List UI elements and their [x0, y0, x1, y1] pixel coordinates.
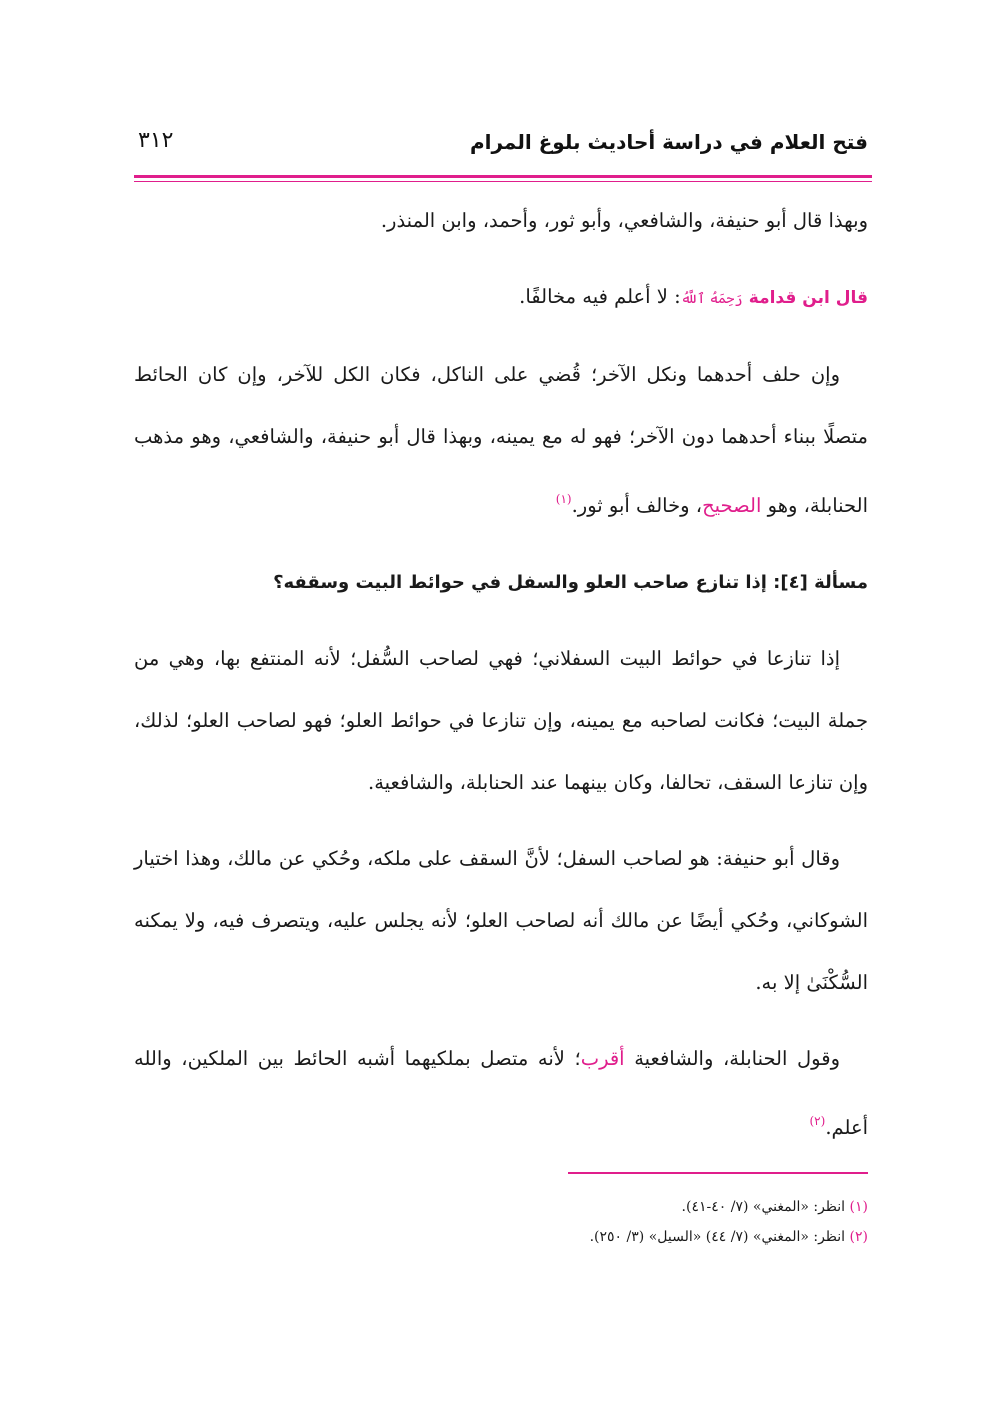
footnote-2	[138, 1222, 868, 1252]
paragraph-2	[134, 266, 868, 330]
header-rule-thick	[134, 175, 872, 178]
paragraph-gap	[134, 814, 868, 828]
footnote-1-text: انظر: «المغني» (٧/ ٤٠-٤١).	[681, 1199, 846, 1215]
footnote-ref-2[interactable]: (٢)	[809, 1114, 826, 1128]
paragraph-gap	[134, 614, 868, 628]
issue-title: إذا تنازع صاحب العلو والسفل في حوائط البيت وسقفه؟	[273, 572, 767, 593]
paragraph-1: وبهذا قال أبو حنيفة، والشافعي، وأبو ثور، وأحمد، وابن المنذر.	[380, 209, 868, 232]
footnote-separator	[568, 1172, 868, 1174]
paragraph-3-text-b: ، وخالف أبو ثور.	[571, 494, 703, 517]
footnotes	[138, 1192, 868, 1252]
paragraph-gap	[134, 252, 868, 266]
paragraph-6-text-b: ؛ لأنه متصل بملكيهما أشبه الحائط بين الملكين، والله أعلم.	[134, 1047, 868, 1139]
paragraph-3	[134, 344, 868, 537]
paragraph-6	[134, 1028, 868, 1159]
quote-text: : لا أعلم فيه مخالفًا.	[519, 285, 681, 308]
book-title: فتح العلام في دراسة أحاديث بلوغ المرام	[469, 130, 868, 154]
footnote-2-number: (٢)	[849, 1229, 868, 1245]
page-number: ٣١٢	[138, 128, 174, 153]
highlight-sahih: الصحيح	[702, 494, 762, 517]
paragraph-gap	[134, 537, 868, 551]
page-header	[138, 124, 868, 174]
paragraph-5: وقال أبو حنيفة: هو لصاحب السفل؛ لأنَّ السقف على ملكه، وحُكي عن مالك، وهذا اختيار الشوكاني، وحُكي أيضًا عن مالك أنه لصاحب العلو؛ لأنه يجلس عليه، ويتصرف فيه، ولا يمكنه السُّكْنَىٰ إلا به.	[134, 847, 868, 994]
footnote-2-text: انظر: «المغني» (٧/ ٤٤) «السيل» (٣/ ٢٥٠).	[589, 1229, 846, 1245]
paragraph-4: إذا تنازعا في حوائط البيت السفلاني؛ فهي لصاحب السُّفل؛ لأنه المنتفع بها، وهي من جملة البيت؛ فكانت لصاحبه مع يمينه، وإن تنازعا في حوائط العلو؛ فهو لصاحب العلو؛ لذلك، وإن تنازعا السقف، تحالفا، وكان بينهما عند الحنابلة، والشافعية.	[134, 647, 868, 794]
footnote-ref-1[interactable]: (١)	[555, 492, 572, 506]
quote-attribution: قال ابن قدامة	[748, 288, 868, 308]
highlight-aqrab: أقرب	[580, 1047, 625, 1070]
paragraph-6-text-a: وقول الحنابلة، والشافعية	[624, 1047, 840, 1070]
paragraph-3-text-a: وإن حلف أحدهما ونكل الآخر؛ قُضي على الناكل، فكان الكل للآخر، وإن كان الحائط متصلًا ببناء أحدهما دون الآخر؛ فهو له مع يمينه، وبهذا قال أبو حنيفة، والشافعي، وهو مذهب الحنابلة، وهو	[134, 363, 868, 517]
section-heading	[134, 551, 868, 614]
header-rule-thin	[134, 181, 872, 182]
honorific-mark: رَحِمَهُ ٱللَّهُ	[680, 291, 743, 307]
paragraph-gap	[134, 1014, 868, 1028]
paragraph-gap	[134, 330, 868, 344]
footnote-1-number: (١)	[849, 1199, 868, 1215]
issue-label: مسألة [٤]:	[773, 572, 868, 593]
body-text	[134, 190, 868, 1159]
footnote-1	[138, 1192, 868, 1222]
